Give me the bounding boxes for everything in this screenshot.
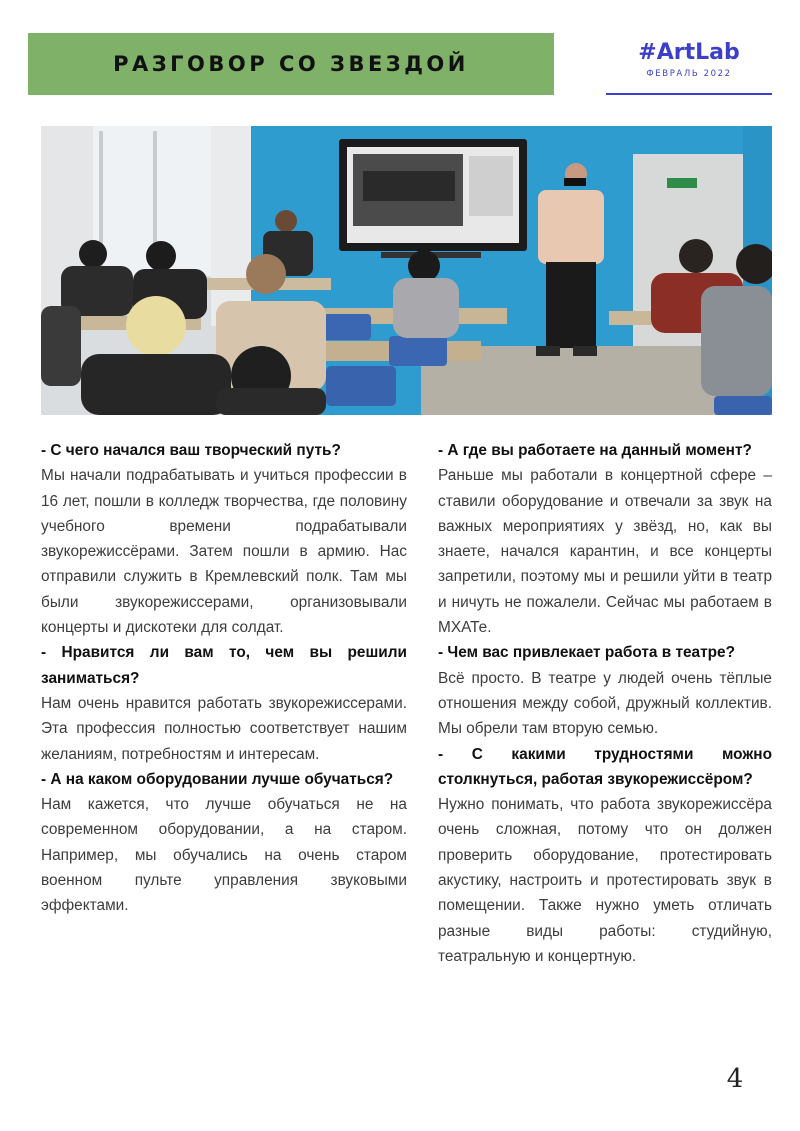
issue-date: ФЕВРАЛЬ 2022	[646, 69, 732, 79]
question: - Нравится ли вам то, чем вы решили заниматься?	[41, 644, 407, 687]
brand-block	[606, 40, 772, 79]
brand-logo: #ArtLab	[638, 40, 740, 65]
interview-right-column	[438, 438, 772, 969]
question: - А где вы работаете на данный момент?	[438, 442, 752, 459]
section-title: РАЗГОВОР СО ЗВЕЗДОЙ	[113, 52, 469, 76]
question: - С чего начался ваш творческий путь?	[41, 442, 341, 459]
answer: Всё просто. В театре у людей очень тёплые отношения между собой, дружный коллектив. Мы обрели там вторую семью.	[438, 669, 772, 738]
question: - Чем вас привлекает работа в театре?	[438, 644, 736, 662]
page-number: 4	[726, 1064, 744, 1094]
interview-left-column	[41, 438, 407, 919]
answer: Нам кажется, что лучше обучаться не на современном оборудовании, а на старом. Например, мы обучались на очень старом военном пульте управления звуковыми эффектами.	[41, 796, 407, 915]
answer: Нам очень нравится работать звукорежиссерами. Эта профессия полностью соответствует нашим желаниям, потребностям и интересам.	[41, 694, 407, 763]
answer: Нужно понимать, что работа звукорежиссёра очень сложная, потому что он должен проверить оборудование, протестировать акустику, настроить и протестировать звук в помещении. Также нужно уметь отличать разные виды работы: студийную, театральную и концертную.	[438, 796, 772, 965]
section-title-band	[28, 33, 554, 95]
classroom-photo	[41, 126, 772, 415]
answer: Мы начали подрабатывать и учиться профессии в 16 лет, пошли в колледж творчества, где половину учебного времени подрабатывали звукорежиссёрами. Затем пошли в армию. Нас отправили служить в Кремлевский полк. Там мы были звукорежиссерами, организовывали концерты и дискотеки для солдат.	[41, 467, 407, 637]
question: - С какими трудностями можно столкнуться, работая звукорежиссёром?	[438, 745, 772, 788]
question: - А на каком оборудовании лучше обучаться?	[41, 770, 394, 788]
answer: Раньше мы работали в концертной сфере – ставили оборудование и отвечали за звук на важных мероприятиях у звёзд, но, как вы знаете, начался карантин, и все концерты запретили, поэтому мы и решили уйти в театр и ничуть не пожалели. Сейчас мы работаем в МХАТе.	[438, 467, 772, 637]
brand-underline	[606, 93, 772, 95]
